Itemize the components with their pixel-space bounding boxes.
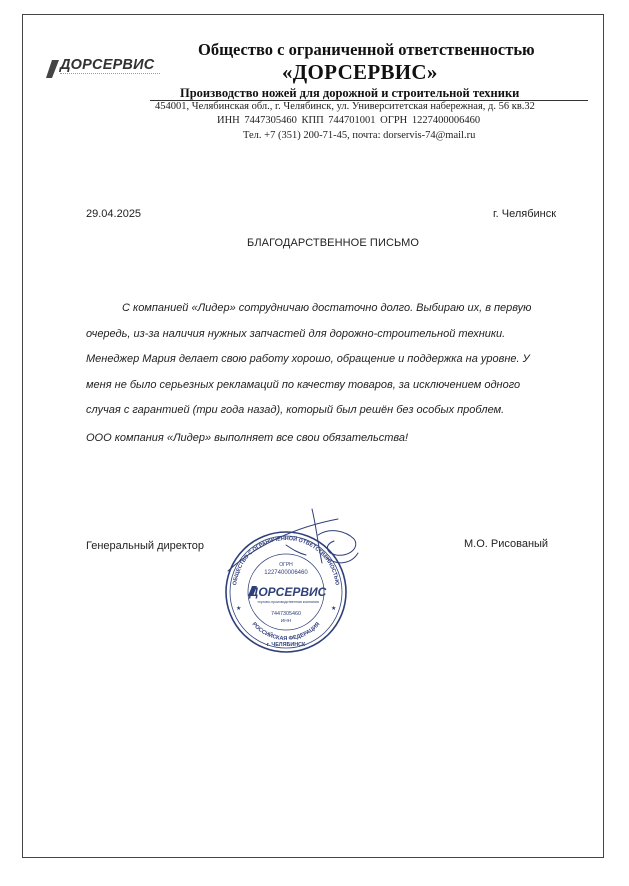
letter-city: г. Челябинск — [493, 208, 557, 220]
stamp-city: г. ЧЕЛЯБИНСК — [266, 642, 306, 648]
stamp-outer-top: ОБЩЕСТВО С ОГРАНИЧЕННОЙ ОТВЕТСТВЕННОСТЬЮ — [232, 535, 340, 586]
signer-title: Генеральный директор — [86, 540, 204, 552]
body-line: меня не было серьезных рекламаций по качеству товаров, за исключением одного — [86, 378, 521, 391]
letter-title: БЛАГОДАРСТВЕННОЕ ПИСЬМО — [247, 237, 419, 249]
stamp-ogrn-label: ОГРН — [279, 562, 293, 568]
stamp-outer-bottom: РОССИЙСКАЯ ФЕДЕРАЦИЯ — [250, 621, 322, 643]
org-type: Общество с ограниченной ответственностью — [198, 40, 535, 59]
stamp-ogrn: 1227400006460 — [264, 570, 308, 576]
body-line: Менеджер Мария делает свою работу хорошо, обращение и поддержка на уровне. У — [86, 353, 530, 365]
letter-body — [86, 296, 586, 424]
logo-mark-icon — [46, 60, 60, 78]
body-line: случая с гарантией (три года назад), который был решён без особых проблем. — [86, 404, 505, 416]
stamp-name: ДОРСЕРВИС — [249, 585, 327, 599]
logo-underline — [60, 73, 160, 76]
org-activity: Производство ножей для дорожной и строительной техники — [180, 86, 520, 100]
logo-text: ДОРСЕРВИС — [60, 57, 155, 73]
signer-name: М.О. Рисованый — [464, 538, 549, 550]
stamp-inn: 7447305460 — [271, 611, 301, 617]
stamp-inn-label: ИНН — [280, 619, 292, 624]
stamp-star-icon: ★ — [331, 606, 337, 612]
org-registration: ИНН 7447305460 КПП 744701001 ОГРН 1227400006460 — [217, 115, 481, 126]
org-name: «ДОРСЕРВИС» — [282, 60, 438, 84]
org-address: 454001, Челябинская обл., г. Челябинск, ул. Университетская набережная, д. 56 кв.32 — [155, 101, 535, 112]
body-line: С компанией «Лидер» сотрудничаю достаточно долго. Выбираю их, в первую — [122, 302, 532, 314]
company-logo — [46, 58, 164, 82]
body-line: очередь, из-за наличия нужных запчастей для дорожно-строительной техники. — [86, 327, 506, 340]
letter-closing: ООО компания «Лидер» выполняет все свои обязательства! — [86, 432, 409, 444]
letter-date: 29.04.2025 — [86, 208, 142, 220]
handwritten-signature — [226, 505, 366, 595]
stamp-subtitle: торгово-производственная компания — [257, 600, 319, 604]
org-contacts: Тел. +7 (351) 200-71-45, почта: dorservis-74@mail.ru — [243, 130, 476, 141]
stamp-star-icon: ★ — [236, 606, 242, 612]
